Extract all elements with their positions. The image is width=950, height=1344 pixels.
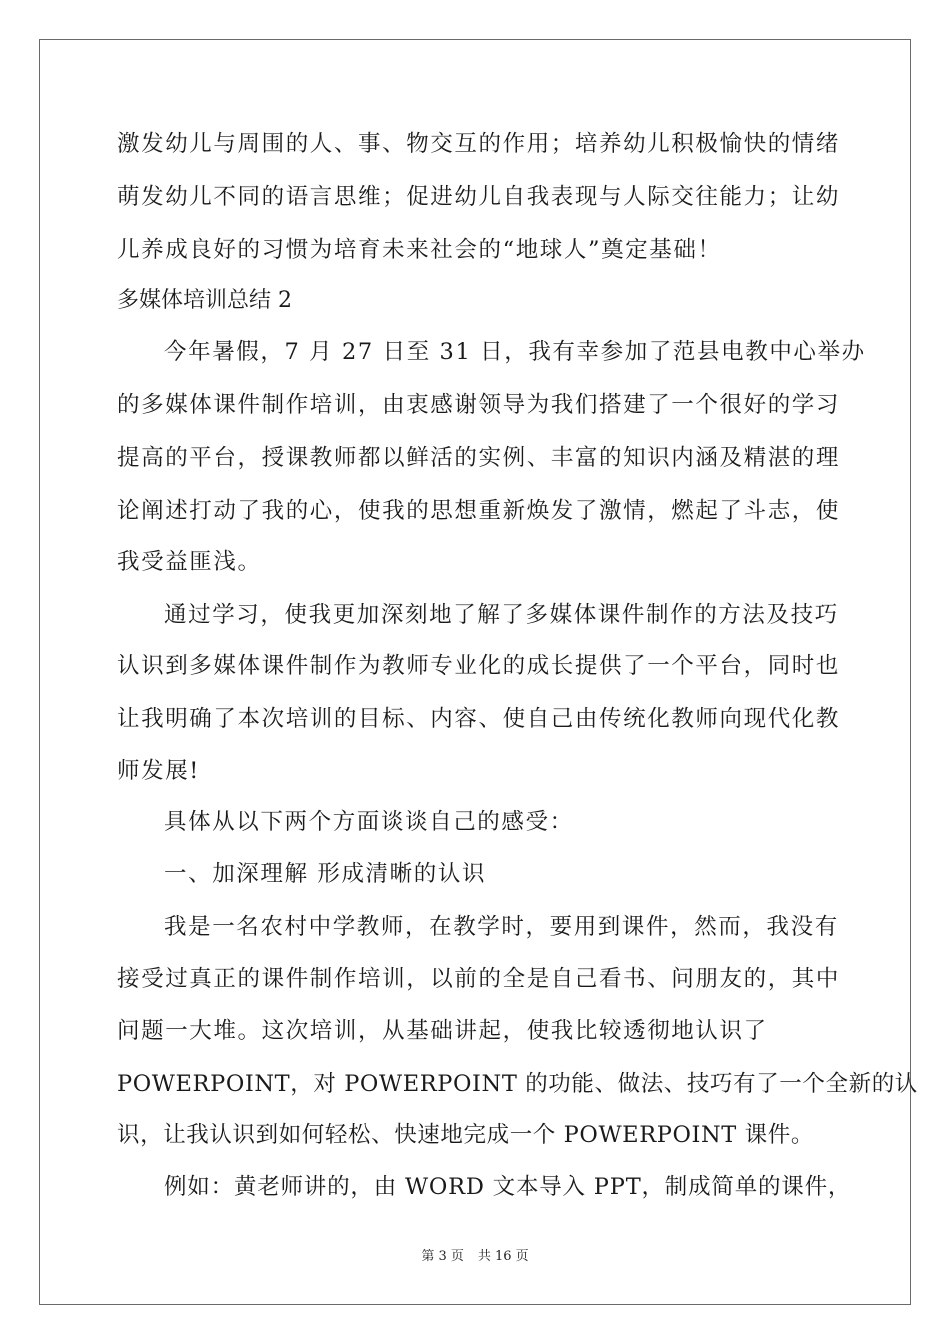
paragraph-line: 认识到多媒体课件制作为教师专业化的成长提供了一个平台，同时也: [117, 653, 841, 679]
page-number: 第 3 页: [421, 1249, 464, 1264]
paragraph-line: 让我明确了本次培训的目标、内容、使自己由传统化教师向现代化教: [117, 706, 841, 732]
paragraph-line: 师发展!: [117, 758, 200, 784]
subheading: 一、加深理解 形成清晰的认识: [164, 861, 487, 887]
paragraph-line: 识，让我认识到如何轻松、快速地完成一个 POWERPOINT 课件。: [117, 1122, 814, 1148]
section-title: 多媒体培训总结 2: [117, 288, 292, 313]
paragraph-line: 接受过真正的课件制作培训，以前的全是自己看书、问朋友的，其中: [117, 966, 841, 992]
paragraph-line: 论阐述打动了我的心，使我的思想重新焕发了激情，燃起了斗志，使: [117, 498, 841, 524]
paragraph-line: 我受益匪浅。: [117, 549, 262, 575]
paragraph-line: 例如：黄老师讲的，由 WORD 文本导入 PPT，制成简单的课件，: [164, 1174, 852, 1200]
paragraph-line: 通过学习，使我更加深刻地了解了多媒体课件制作的方法及技巧: [164, 602, 839, 628]
paragraph-line: 今年暑假，7 月 27 日至 31 日，我有幸参加了范县电教中心举办: [164, 339, 866, 365]
page-footer: [0, 1245, 950, 1264]
paragraph-line: 激发幼儿与周围的人、事、物交互的作用；培养幼儿积极愉快的情绪: [117, 131, 841, 157]
paragraph-line: 提高的平台，授课教师都以鲜活的实例、丰富的知识内涵及精湛的理: [117, 445, 841, 471]
paragraph-line: 具体从以下两个方面谈谈自己的感受：: [164, 809, 574, 835]
page-total: 共 16 页: [477, 1249, 529, 1264]
paragraph-line: POWERPOINT，对 POWERPOINT 的功能、做法、技巧有了一个全新的认: [117, 1071, 918, 1097]
paragraph-line: 萌发幼儿不同的语言思维；促进幼儿自我表现与人际交往能力；让幼: [117, 184, 841, 210]
paragraph-line: 儿养成良好的习惯为培育未来社会的“地球人”奠定基础！: [117, 237, 722, 263]
paragraph-line: 的多媒体课件制作培训，由衷感谢领导为我们搭建了一个很好的学习: [117, 392, 841, 418]
paragraph-line: 我是一名农村中学教师，在教学时，要用到课件，然而，我没有: [164, 914, 839, 940]
paragraph-line: 问题一大堆。这次培训，从基础讲起，使我比较透彻地认识了: [117, 1018, 768, 1044]
